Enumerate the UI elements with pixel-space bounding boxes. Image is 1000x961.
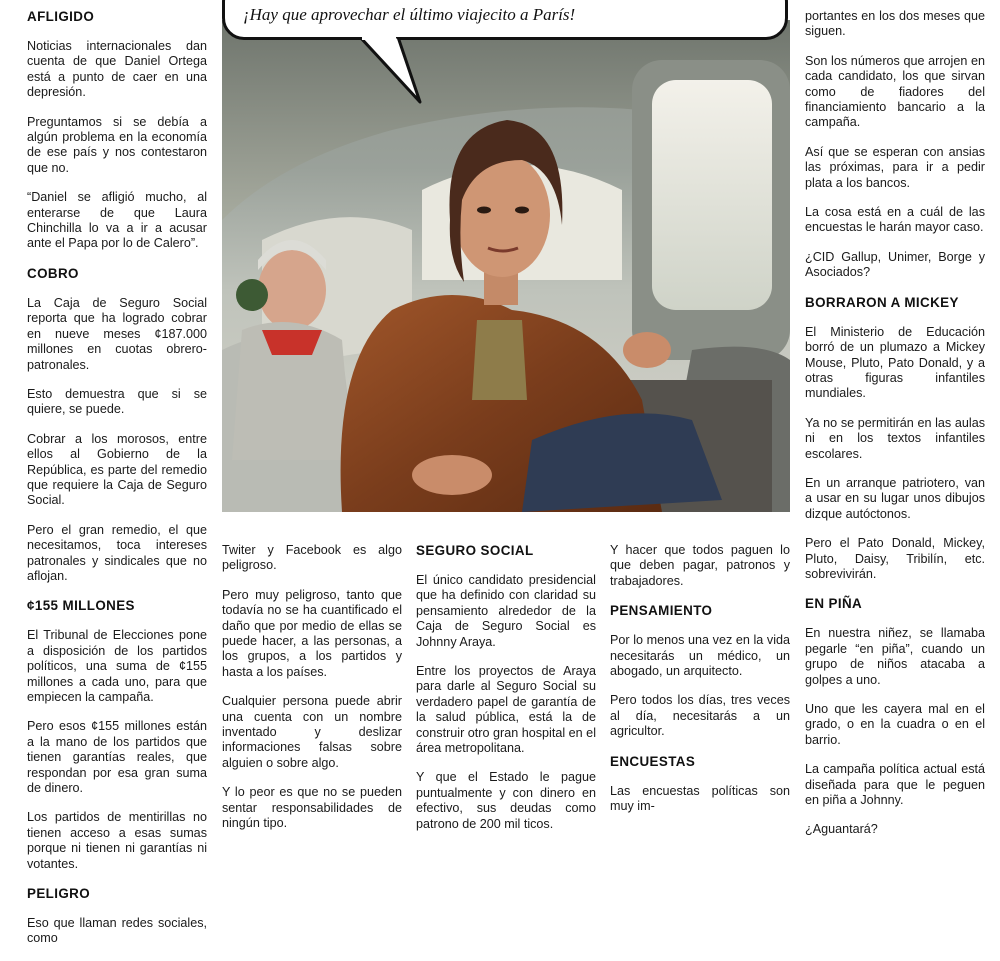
paragraph: portantes en los dos meses que siguen. [805, 9, 985, 39]
column-5 [805, 9, 985, 852]
paragraph: Pero todos los días, tres veces al día, necesitarás a un agricultor. [610, 693, 790, 739]
paragraph: Y hacer que todos paguen lo que deben pagar, patronos y trabajadores. [610, 543, 790, 588]
paragraph: Pero esos ¢155 millones están a la mano de los partidos que tienen garantías reales, que respondan por esa gran suma de dinero. [27, 719, 207, 796]
column-2 [222, 543, 402, 846]
section-heading: ¢155 MILLONES [27, 598, 135, 614]
paragraph: El único candidato presidencial que ha definido con claridad su pensamiento alrededor de la Caja de Seguro Social es Johnny Araya. [416, 573, 596, 649]
paragraph: Pero el Pato Donald, Mickey, Pluto, Daisy, Tribilín, etc. sobrevivirán. [805, 536, 985, 581]
paragraph: Esto demuestra que si se quiere, se puede. [27, 386, 207, 417]
paragraph: En un arranque patriotero, van a usar en su lugar unos dibujos dizque autóctonos. [805, 475, 985, 521]
section-heading: EN PIÑA [805, 596, 863, 612]
paragraph: Así que se esperan con ansias las próximas, para ir a pedir plata a los bancos. [805, 144, 985, 190]
section-heading: PELIGRO [27, 886, 91, 902]
column-4 [610, 543, 790, 828]
paragraph: El Ministerio de Educación borró de un plumazo a Mickey Mouse, Pluto, Pato Donald, y a otras figuras infantiles mundiales. [805, 324, 985, 401]
paragraph: Cualquier persona puede abrir una cuenta con un nombre inventado y deslizar informaciones falsas sobre alguien o sobre algo. [222, 694, 402, 770]
paragraph: La cosa está en a cuál de las encuestas le harán mayor caso. [805, 205, 985, 235]
paragraph: La campaña política actual está diseñada para que le peguen en piña a Johnny. [805, 762, 985, 808]
section-heading: BORRARON A MICKEY [805, 294, 959, 310]
paragraph: Son los números que arrojen en cada candidato, los que sirvan como de fiadores del financiamiento bancario a la campaña. [805, 53, 985, 130]
paragraph: ¿Aguantará? [805, 822, 878, 837]
paragraph: Por lo menos una vez en la vida necesitarás un médico, un abogado, un arquitecto. [610, 633, 790, 679]
section-heading: COBRO [27, 265, 79, 281]
paragraph: “Daniel se afligió mucho, al enterarse de que Laura Chinchilla lo va a ir a acusar ante el Papa por lo de Calero”. [27, 190, 207, 251]
airplane-cabin-illustration [222, 20, 790, 512]
paragraph: Noticias internacionales dan cuenta de que Daniel Ortega está a punto de caer en una depresión. [27, 39, 207, 100]
section-heading: AFLIGIDO [27, 9, 95, 24]
paragraph: Uno que les cayera mal en el grado, o en la cuadra o en el barrio. [805, 702, 985, 747]
speech-bubble [222, 0, 788, 40]
paragraph: Cobrar a los morosos, entre ellos al Gobierno de la República, es parte del remedio que requiere la Caja de Seguro Social. [27, 431, 207, 508]
paragraph: Entre los proyectos de Araya para darle al Seguro Social su verdadero papel de garantía de la salud pública, está la de construir otro gran hospital en el área metropolitana. [416, 664, 596, 756]
paragraph: Las encuestas políticas son muy im- [610, 783, 790, 814]
paragraph: El Tribunal de Elecciones pone a disposición de los partidos políticos, una suma de ¢155 millones a cada uno, para que empiecen la campaña. [27, 628, 207, 704]
paragraph: Y lo peor es que no se pueden sentar responsabilidades de ningún tipo. [222, 785, 402, 831]
paragraph: La Caja de Seguro Social reporta que ha logrado cobrar en nueve meses ¢187.000 millones en cuotas obrero-patronales. [27, 295, 207, 372]
section-heading: SEGURO SOCIAL [416, 543, 534, 558]
paragraph: Preguntamos si se debía a algún problema en la economía de ese país y nos contestaron que no. [27, 114, 207, 175]
paragraph: Y que el Estado le pague puntualmente y con dinero en efectivo, sus deudas como patrono de 200 mil ticos. [416, 770, 596, 831]
speech-bubble-text: ¡Hay que aprovechar el último viajecito a París! [243, 5, 576, 24]
section-heading: ENCUESTAS [610, 753, 696, 769]
column-1 [27, 9, 207, 961]
paragraph: Twiter y Facebook es algo peligroso. [222, 543, 402, 573]
speech-bubble-tail [360, 37, 440, 107]
paragraph: En nuestra niñez, se llamaba pegarle “en piña”, cuando un grupo de niños atacaba a golpes a uno. [805, 626, 985, 687]
cartoon-photo [222, 20, 790, 512]
paragraph: Pero muy peligroso, tanto que todavía no se ha cuantificado el daño que por medio de ellas se puede hacer, a las personas, a los grupos, a los partidos y hasta a los países. [222, 587, 402, 679]
paragraph: Los partidos de mentirillas no tienen acceso a esas sumas porque ni tienen ni garantías ni votantes. [27, 810, 207, 871]
section-heading: PENSAMIENTO [610, 603, 713, 619]
paragraph: Eso que llaman redes sociales, como [27, 916, 207, 946]
paragraph: Pero el gran remedio, el que necesitamos, toca intereses patronales y sindicales que no aflojan. [27, 522, 207, 583]
paragraph: Ya no se permitirán en las aulas ni en los textos infantiles escolares. [805, 415, 985, 461]
paragraph: ¿CID Gallup, Unimer, Borge y Asociados? [805, 249, 985, 280]
